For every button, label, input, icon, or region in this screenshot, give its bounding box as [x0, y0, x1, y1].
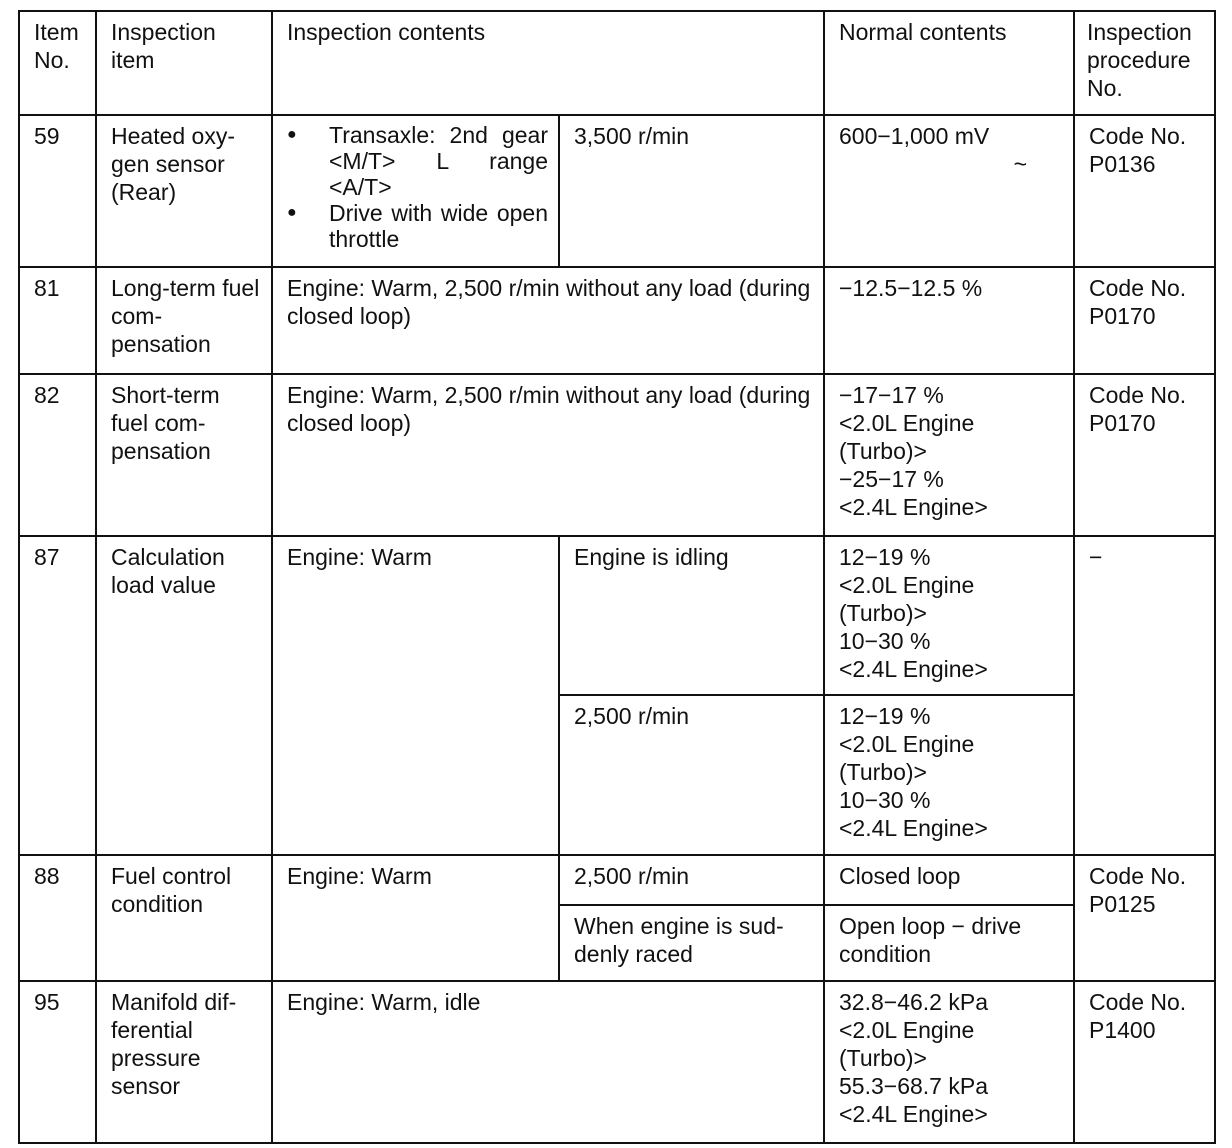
item-no-cell: 95	[19, 981, 96, 1143]
normal-value: 32.8−46.2 kPa	[839, 989, 988, 1015]
normal-value: 10−30 %	[839, 628, 931, 654]
normal-contents-cell	[824, 695, 1074, 855]
inspection-table	[18, 10, 1216, 1144]
procedure-cell: Code No. P0136	[1074, 115, 1215, 267]
condition-cell: 3,500 r/min	[559, 115, 824, 267]
condition-cell: Engine is idling	[559, 536, 824, 695]
normal-contents-cell	[824, 115, 1074, 267]
inspection-contents-cell: Engine: Warm	[272, 536, 559, 855]
inspection-contents-cell: Engine: Warm, 2,500 r/min without any load (during closed loop)	[272, 374, 824, 536]
header-inspection-item: Inspection item	[96, 11, 272, 115]
table-row-87a	[19, 536, 1215, 695]
condition-cell: 2,500 r/min	[559, 695, 824, 855]
procedure-cell: Code No. P1400	[1074, 981, 1215, 1143]
header-row	[19, 11, 1215, 115]
inspection-contents-cell: Engine: Warm, idle	[272, 981, 824, 1143]
table-row-95	[19, 981, 1215, 1143]
normal-engine-note: <2.0L Engine (Turbo)>	[839, 1017, 975, 1071]
header-normal-contents: Normal contents	[824, 11, 1074, 115]
table-row-82	[19, 374, 1215, 536]
normal-contents-cell	[824, 374, 1074, 536]
inspection-contents-cell	[272, 115, 559, 267]
normal-engine-note: <2.4L Engine>	[839, 494, 988, 520]
header-item-no: Item No.	[19, 11, 96, 115]
item-no-cell: 81	[19, 267, 96, 374]
normal-value: 600−1,000 mV	[839, 123, 990, 149]
bullet-transaxle: ● Transaxle: 2nd gear <M/T> L range <A/T>	[285, 122, 548, 200]
normal-value: 12−19 %	[839, 703, 931, 729]
inspection-item-cell: Heated oxy- gen sensor (Rear)	[96, 115, 272, 267]
condition-cell: 2,500 r/min	[559, 855, 824, 905]
normal-engine-note: <2.0L Engine (Turbo)>	[839, 410, 975, 464]
item-no-cell: 87	[19, 536, 96, 855]
item-no-cell: 82	[19, 374, 96, 536]
table-row-88a	[19, 855, 1215, 905]
inspection-item-cell: Short-term fuel com- pensation	[96, 374, 272, 536]
bullet-drive-throttle: ● Drive with wide open throttle	[285, 200, 548, 252]
procedure-cell: −	[1074, 536, 1215, 855]
inspection-item-cell: Long-term fuel com- pensation	[96, 267, 272, 374]
normal-value: 12−19 %	[839, 544, 931, 570]
condition-cell: When engine is sud- denly raced	[559, 905, 824, 981]
inspection-contents-cell: Engine: Warm, 2,500 r/min without any load (during closed loop)	[272, 267, 824, 374]
normal-engine-note: <2.0L Engine (Turbo)>	[839, 731, 975, 785]
header-procedure-no: Inspection procedure No.	[1074, 11, 1215, 115]
header-inspection-contents: Inspection contents	[272, 11, 824, 115]
normal-engine-note: <2.4L Engine>	[839, 1101, 988, 1127]
table-row-59	[19, 115, 1215, 267]
normal-engine-note: <2.4L Engine>	[839, 656, 988, 682]
procedure-cell: Code No. P0170	[1074, 267, 1215, 374]
item-no-cell: 59	[19, 115, 96, 267]
inspection-item-cell: Fuel control condition	[96, 855, 272, 981]
normal-engine-note: <2.0L Engine (Turbo)>	[839, 572, 975, 626]
normal-value: 55.3−68.7 kPa	[839, 1073, 988, 1099]
normal-engine-note: <2.4L Engine>	[839, 815, 988, 841]
normal-contents-cell	[824, 981, 1074, 1143]
procedure-cell: Code No. P0125	[1074, 855, 1215, 981]
normal-tilde: ~	[1013, 151, 1027, 177]
table-row-81	[19, 267, 1215, 374]
item-no-cell: 88	[19, 855, 96, 981]
normal-value: −17−17 %	[839, 382, 944, 408]
normal-value: 10−30 %	[839, 787, 931, 813]
procedure-cell: Code No. P0170	[1074, 374, 1215, 536]
normal-contents-cell: Closed loop	[824, 855, 1074, 905]
normal-contents-cell: Open loop − drive condition	[824, 905, 1074, 981]
normal-contents-cell	[824, 536, 1074, 695]
normal-contents-cell: −12.5−12.5 %	[824, 267, 1074, 374]
inspection-item-cell: Calculation load value	[96, 536, 272, 855]
normal-value: −25−17 %	[839, 466, 944, 492]
inspection-item-cell: Manifold dif- ferential pressure sensor	[96, 981, 272, 1143]
inspection-contents-cell: Engine: Warm	[272, 855, 559, 981]
